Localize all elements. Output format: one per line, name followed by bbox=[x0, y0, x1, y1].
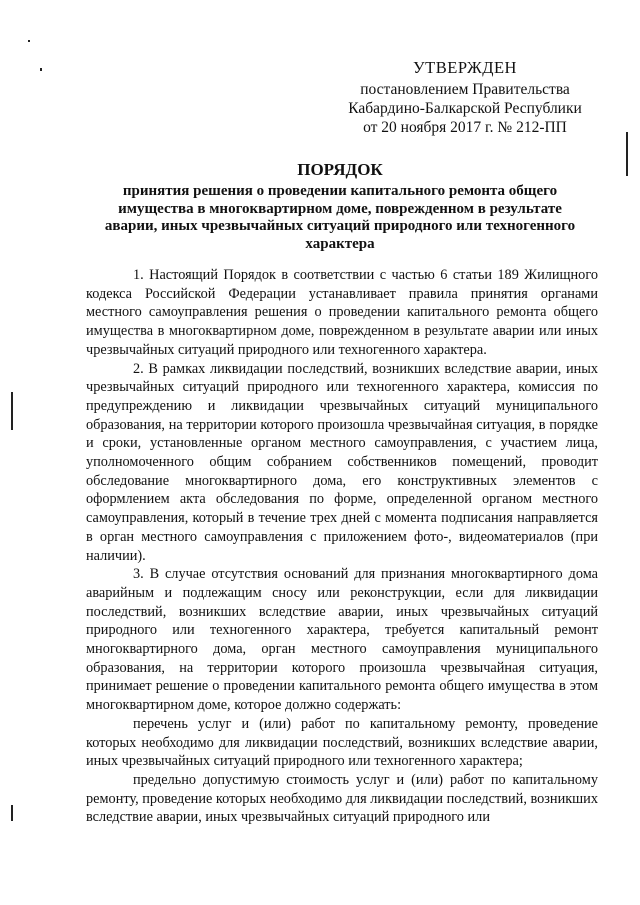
document-body bbox=[86, 266, 598, 827]
list-item: перечень услуг и (или) работ по капитальному ремонту, проведение которых необходимо для ликвидации последствий, возникших вследствие аварии, иных чрезвычайных ситуаций природного или техногенного характера; bbox=[86, 715, 598, 770]
list-item: предельно допустимую стоимость услуг и (или) работ по капитальному ремонту, проведение которых необходимо для ликвидации последствий, возникших вследствие аварии, иных чрезвычайных ситуаций природного или bbox=[86, 771, 598, 826]
scan-dot bbox=[28, 40, 30, 42]
scan-edge-mark bbox=[11, 805, 13, 821]
approval-heading: УТВЕРЖДЕН bbox=[413, 58, 517, 77]
approval-line: Кабардино-Балкарской Республики bbox=[348, 100, 582, 117]
paragraph: 3. В случае отсутствия оснований для признания многоквартирного дома аварийным и подлежащим сносу или реконструкции, если для ликвидации последствий, возникших вследствие аварии, иных чрезвычайных ситуаций природного или техногенного характера, требуется капитальный ремонт многоквартирного дома, орган местного самоуправления муниципального образования, на территории которого произошла чрезвычайная ситуация, принимает решение о проведении капитального ремонта общего имущества в этом многоквартирном доме, которое должно содержать: bbox=[86, 566, 598, 714]
document-title: ПОРЯДОК bbox=[297, 160, 383, 179]
approval-stamp bbox=[300, 58, 630, 137]
scan-dot bbox=[40, 68, 42, 71]
approval-line: постановлением Правительства bbox=[360, 81, 570, 98]
scan-edge-mark bbox=[626, 132, 628, 176]
paragraph: 1. Настоящий Порядок в соответствии с частью 6 статьи 189 Жилищного кодекса Российской Федерации устанавливает правила принятия органами местного самоуправления решения о проведении капитального ремонта общего имущества в многоквартирном доме, поврежденном в результате аварии или иных чрезвычайных ситуаций природного или техногенного характера. bbox=[86, 267, 598, 358]
document-title-block bbox=[80, 160, 600, 253]
paragraph: 2. В рамках ликвидации последствий, возникших вследствие аварии, иных чрезвычайных ситуаций природного или техногенного характера, комиссия по предупреждению и ликвидации чрезвычайных ситуаций муниципального образования, на территории которого произошла чрезвычайная ситуация, в порядке и сроки, установленные органом местного самоуправления, с участием лица, уполномоченного общим собранием собственников помещений, проводит обследование многоквартирного дома, его конструктивных элементов с оформлением акта обследования по форме, определенной органом местного самоуправления, который в течение трех дней с момента подписания направляется в орган местного самоуправления с приложением фото-, видеоматериалов (при наличии). bbox=[86, 360, 598, 564]
scan-edge-mark bbox=[11, 392, 13, 430]
approval-line: от 20 ноября 2017 г. № 212-ПП bbox=[363, 119, 567, 136]
document-subtitle: принятия решения о проведении капитального ремонта общего имущества в многоквартирном доме, поврежденном в результате аварии, иных чрезвычайных ситуаций природного или техногенного характера bbox=[104, 183, 576, 252]
